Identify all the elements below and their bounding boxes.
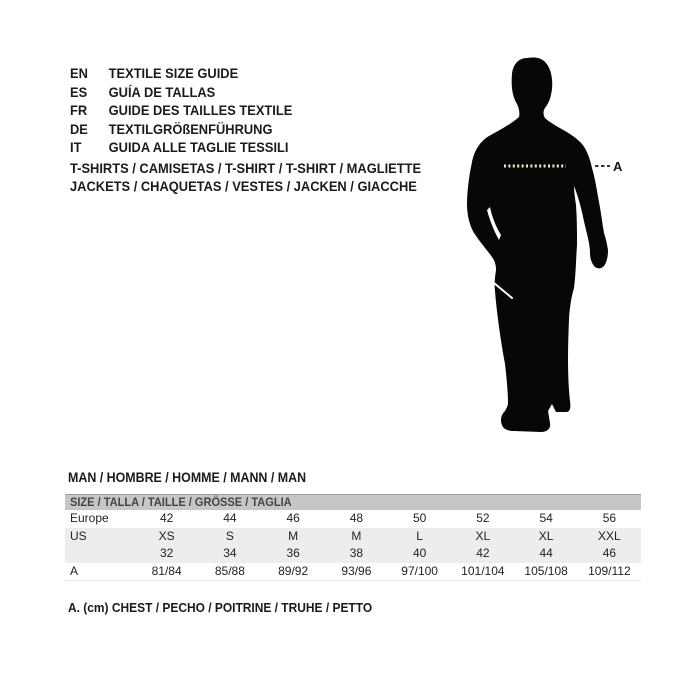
language-code: ES: [70, 83, 88, 100]
size-cell: 54: [539, 511, 553, 525]
size-cell: L: [416, 528, 423, 543]
size-cell: 36: [286, 546, 300, 560]
size-cell: 42: [476, 546, 490, 560]
language-label: TEXTILGRÖßENFÜHRUNG: [108, 120, 273, 137]
size-cell: 32: [159, 546, 174, 560]
row-label: [65, 545, 135, 563]
man-silhouette-figure: [440, 45, 660, 445]
language-label: GUIDA ALLE TAGLIE TESSILI: [108, 139, 289, 155]
category-tshirts: T-SHIRTS / CAMISETAS / T-SHIRT / T-SHIRT / MAGLIETTE: [70, 160, 422, 176]
language-row-de: [70, 120, 292, 139]
language-row-es: [70, 83, 292, 102]
size-cell: 44: [539, 546, 553, 560]
size-cell: 93/96: [341, 563, 372, 578]
size-table-header-label: SIZE / TALLA / TAILLE / GRÖSSE / TAGLIA: [70, 495, 292, 509]
size-table-header: [65, 495, 641, 510]
language-label: GUÍA DE TALLAS: [108, 83, 216, 100]
size-cell: 105/108: [524, 563, 568, 578]
measure-label-a: A: [613, 159, 623, 174]
table-row-chest: [65, 563, 641, 581]
language-code: FR: [70, 102, 88, 118]
size-cell: 81/84: [151, 563, 182, 578]
row-label: A: [70, 563, 79, 578]
size-cell: 97/100: [401, 563, 438, 578]
size-cell: XL: [475, 528, 491, 543]
language-label: TEXTILE SIZE GUIDE: [108, 65, 239, 81]
size-cell: 38: [349, 546, 364, 560]
size-cell: 89/92: [278, 563, 309, 578]
size-cell: M: [288, 528, 299, 543]
category-jackets: JACKETS / CHAQUETAS / VESTES / JACKEN / GIACCHE: [70, 178, 417, 194]
garment-categories: [70, 159, 452, 195]
size-cell: 46: [286, 511, 300, 525]
size-cell: 46: [602, 546, 617, 560]
size-table: [65, 494, 641, 581]
size-cell: 44: [223, 511, 237, 525]
language-row-fr: [70, 101, 292, 120]
language-list: [70, 64, 312, 157]
language-code: EN: [70, 65, 88, 81]
size-cell: XXL: [598, 528, 621, 543]
size-cell: 109/112: [588, 563, 631, 578]
row-label: US: [70, 528, 87, 543]
gender-title: MAN / HOMBRE / HOMME / MANN / MAN: [68, 470, 307, 485]
measurement-footnote: A. (cm) CHEST / PECHO / POITRINE / TRUHE / PETTO: [68, 600, 373, 615]
language-row-en: [70, 64, 292, 83]
language-row-it: [70, 138, 292, 157]
size-cell: 40: [412, 546, 427, 560]
size-cell: S: [225, 528, 234, 543]
size-cell: XS: [158, 528, 175, 543]
language-label: GUIDE DES TAILLES TEXTILE: [108, 102, 293, 118]
size-cell: 34: [223, 546, 237, 560]
size-cell: 85/88: [214, 563, 245, 578]
table-row-europe: [65, 510, 641, 528]
size-cell: 50: [412, 511, 427, 525]
language-code: DE: [70, 120, 88, 137]
man-silhouette: [467, 58, 608, 432]
size-cell: XL: [538, 528, 554, 543]
table-row-us: [65, 528, 641, 546]
size-cell: 56: [602, 511, 617, 525]
size-cell: 101/104: [461, 563, 505, 578]
table-row-numeric: [65, 545, 641, 563]
size-cell: M: [351, 528, 362, 543]
size-cell: 42: [159, 511, 174, 525]
size-cell: 48: [349, 511, 364, 525]
size-cell: 52: [476, 511, 490, 525]
row-label: Europe: [70, 511, 109, 525]
language-code: IT: [70, 139, 82, 155]
